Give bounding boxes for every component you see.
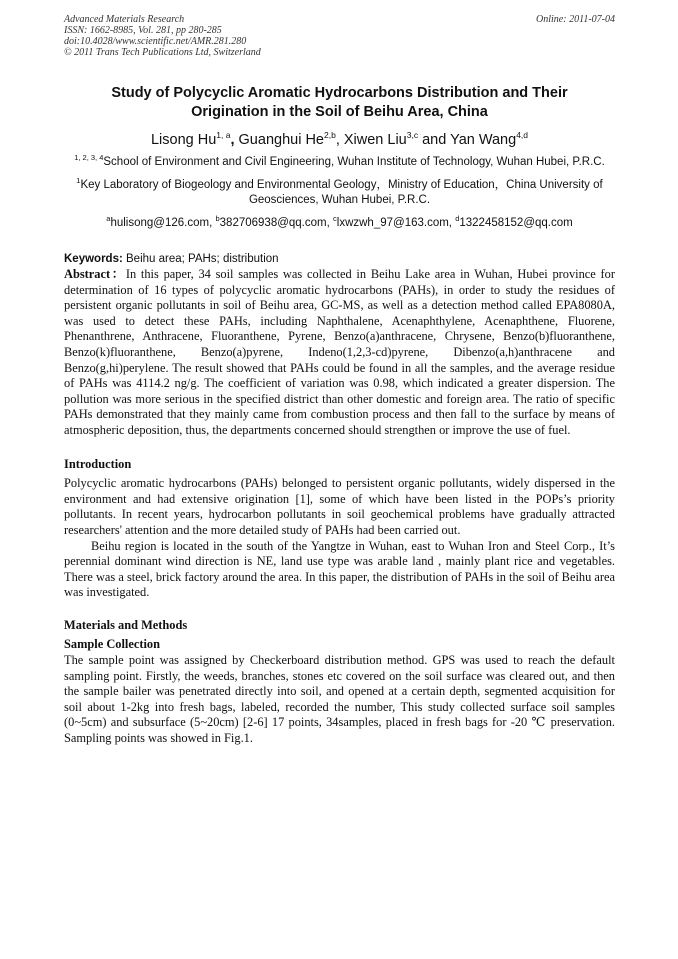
affiliation-2 <box>64 178 615 208</box>
email-link[interactable]: lxwzwh_97@163.com, <box>336 217 452 229</box>
email-list <box>64 216 615 231</box>
title-line-1: Study of Polycyclic Aromatic Hydrocarbons Distribution and Their <box>111 85 568 101</box>
methods-heading: Materials and Methods <box>64 617 188 632</box>
author-name: Yan Wang <box>450 132 517 148</box>
author-name: Lisong Hu <box>150 132 217 148</box>
paper-page <box>64 14 615 747</box>
abstract-paragraph <box>64 267 615 439</box>
author-sup: 3,c <box>406 130 419 140</box>
affiliation-2-sup: 1 <box>76 176 81 185</box>
affiliation-1 <box>64 155 615 170</box>
journal-name: Advanced Materials Research <box>64 14 185 25</box>
email-sup: b <box>215 214 220 223</box>
author-sup: 4,d <box>516 130 529 140</box>
email-sup: d <box>455 214 460 223</box>
keywords-label: Keywords: <box>64 253 123 265</box>
doi-line: doi:10.4028/www.scientific.net/AMR.281.280 <box>64 36 247 47</box>
author-name: Xiwen Liu <box>343 132 407 148</box>
paper-title <box>64 84 615 122</box>
copyright-line: © 2011 Trans Tech Publications Ltd, Switzerland <box>64 47 261 58</box>
author-name: Guanghui He <box>238 132 324 148</box>
keywords <box>64 252 615 267</box>
author-sup: 1, a <box>216 130 231 140</box>
title-line-2: Origination in the Soil of Beihu Area, China <box>191 104 488 120</box>
affiliation-2-text: Key Laboratory of Biogeology and Environmental Geology，Ministry of Education，China University of Geosciences, Wuhan Hubei, P.R.C. <box>80 179 603 206</box>
affiliation-1-sup: 1, 2, 3, 4 <box>74 153 104 162</box>
author-list: Lisong Hu$^{1, a}$, Guanghui He$^{2,b}$, Xiwen Liu$^{3,c}$ and Yan Wang$^{4,d}$ <box>150 130 529 148</box>
abstract-text: In this paper, 34 soil samples was collected in Beihu Lake area in Wuhan, Hubei province for determination of 16 types of polycyclic aromatic hydrocarbons (PAHs), in order to study the residues of persistent organic pollutants in soil of Beihu area, GC-MS, as well as a detection method called EPA8080A, was used to detect these PAHs, including Naphthalene, Acenaphthylene, Acenaphthene, Fluorene, Phenanthrene, Anthracene, Fluoranthene, Pyrene, Benzo(a)anthracene, Chrysene, Benzo(b)fluoranthene, Benzo(k)fluoranthene, Benzo(a)pyrene, Indeno(1,2,3-cd)pyrene, Dibenzo(a,h)anthracene and Benzo(g,hi)perylene. The result showed that PAHs could be found in all the samples, and the average residue of PAHs was 4114.2 ng/g. The coefficient of variation was 0.98, which indicated a greater dispersion. The pollution was more serious in the specified district than other domestic and foreign area. The ratio of specific PAHs demonstrated that they mainly came from combustion process and then fall to the surface by means of atmospheric deposition, thus, the departments concerned should strengthen or improve the use of fuel. <box>64 267 615 437</box>
email-sup: a <box>106 214 111 223</box>
abstract-label: Abstract： <box>64 267 126 281</box>
keywords-text: Beihu area; PAHs; distribution <box>126 253 279 265</box>
email-link[interactable]: 382706938@qq.com, <box>219 217 330 229</box>
email-sup: c <box>333 214 337 223</box>
methods-paragraph-1: The sample point was assigned by Checkerboard distribution method. GPS was used to reach the default sampling point. Firstly, the weeds, branches, stones etc covered on the soil surface was cleared out, and then the sample bailer was penetrated directly into soil, and opened at a certain depth, segmented acquisition for soil about 1-2kg into fresh bags, labeled, recorded the number, This study collected surface soil samples (0~5cm) and subsurface (5~20cm) [2-6] 17 points, 34samples, placed in fresh bags for -20 ℃ preservation. Sampling points was showed in Fig.1. <box>64 653 615 746</box>
introduction-paragraph-1: Polycyclic aromatic hydrocarbons (PAHs) belonged to persistent organic pollutants, widely dispersed in the environment and had extensive origination [1], some of which have been listed in the POPs’s priority pollutants. In recent years, hydrocarbon pollutants in soil geochemical problems have gradually attracted researchers' attention and the more detailed study of PAHs had been carried out. <box>64 476 615 537</box>
introduction-paragraph-2: Beihu region is located in the south of the Yangtze in Wuhan, east to Wuhan Iron and Steel Corp., It’s perennial dominant wind direction is NE, land use type was arable land , mainly plant rice and vegetables. There was a steel, brick factory around the area. In this paper, the distribution of PAHs in the soil of Beihu area was investigated. <box>64 538 615 600</box>
introduction-heading: Introduction <box>64 456 132 471</box>
journal-header <box>64 14 615 58</box>
author-sup: 2,b <box>323 130 336 140</box>
email-link[interactable]: hulisong@126.com, <box>110 217 213 229</box>
sample-collection-heading: Sample Collection <box>64 637 161 652</box>
issn-line: ISSN: 1662-8985, Vol. 281, pp 280-285 <box>64 25 222 36</box>
email-link[interactable]: 1322458152@qq.com <box>459 217 573 229</box>
affiliation-1-text: School of Environment and Civil Engineering, Wuhan Institute of Technology, Wuhan Hubei, P.R.C. <box>103 156 605 168</box>
online-date: Online: 2011-07-04 <box>536 14 615 25</box>
